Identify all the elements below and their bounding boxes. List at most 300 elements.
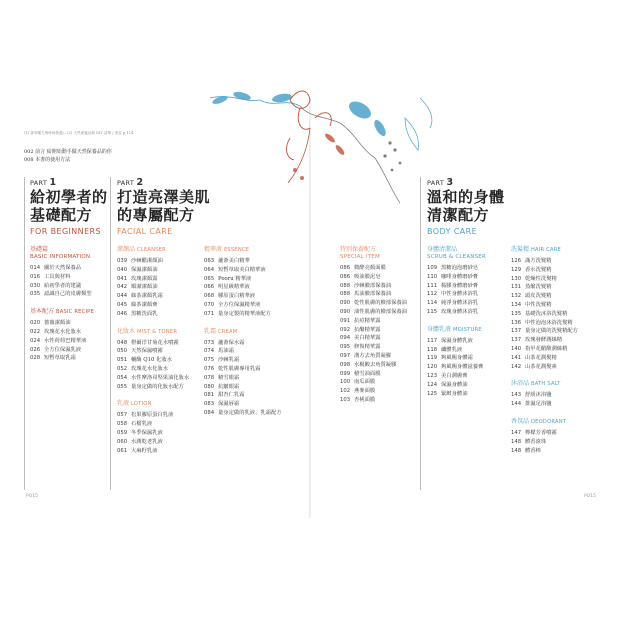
entry-title: 馬油臉部保養油 — [354, 291, 392, 298]
page-number: 088 — [340, 282, 351, 289]
entry-title: 認識自己的皮膚類型 — [44, 291, 92, 298]
entry-title: 積雪油面膜 — [354, 370, 381, 377]
page-number: 070 — [204, 301, 215, 308]
section-heading — [427, 244, 486, 260]
toc-entry[interactable] — [117, 257, 189, 266]
page-number: 130 — [511, 275, 522, 282]
page-number: 131 — [511, 284, 522, 291]
toc-entry[interactable] — [511, 363, 578, 372]
page-number: 052 — [117, 365, 128, 372]
intro-list — [24, 148, 112, 164]
entry-title: 沙棘醋潔顏油 — [131, 258, 163, 264]
page-number: 058 — [117, 421, 128, 428]
page-number: 055 — [117, 383, 128, 390]
page-number: 090 — [340, 300, 351, 307]
entry-title: 黑糖洗面乳 — [131, 310, 158, 317]
page-number: 030 — [30, 282, 41, 289]
toc-entry[interactable] — [511, 283, 578, 292]
page-folio-left: PO15 — [26, 494, 38, 499]
page-number: 112 — [427, 291, 438, 298]
part-label-text: PART — [427, 179, 445, 187]
part-title-line: 給初學者的 — [30, 188, 108, 206]
entry-title: 山茶花潤髮素 — [525, 363, 557, 370]
toc-entry[interactable] — [427, 299, 486, 308]
toc-entry[interactable] — [340, 299, 407, 308]
section-item-list — [204, 339, 282, 418]
entry-title: 水潤乾老乳液 — [131, 438, 163, 445]
part-english-title: FOR BEGINNERS — [30, 227, 101, 236]
page-number: 102 — [340, 388, 351, 395]
entry-title: 全方位保濕乳液 — [44, 346, 82, 353]
toc-entry[interactable] — [511, 391, 578, 400]
toc-entry[interactable] — [204, 283, 282, 292]
page-number: 088 — [340, 291, 351, 298]
entry-title: 保濕身體乳液 — [441, 337, 473, 344]
entry-title: 溝方去角質凝膠 — [354, 352, 392, 359]
entry-title: 燕麥面膜 — [354, 388, 376, 395]
floral-illustration — [190, 88, 450, 208]
toc-entry[interactable] — [511, 447, 578, 456]
toc-entry[interactable] — [30, 264, 94, 273]
entry-title: 天然保濕噴霧 — [131, 348, 163, 355]
toc-column — [30, 244, 94, 363]
page-number: 064 — [204, 266, 215, 273]
entry-title: 水性荷荷巴精華液 — [44, 337, 87, 344]
section-item-list — [204, 257, 282, 319]
toc-column — [340, 244, 407, 405]
toc-column — [117, 244, 189, 455]
toc-entry[interactable] — [204, 339, 282, 348]
toc-entry[interactable] — [427, 372, 486, 381]
toc-entry[interactable] — [204, 365, 282, 374]
entry-title: 沙棘乳霜 — [218, 357, 240, 364]
page-number: 143 — [511, 392, 522, 399]
entry-title: 關於天然保養品 — [44, 265, 82, 271]
page-number: 051 — [117, 357, 128, 364]
entry-title: 量身定做的化妝水配方 — [131, 383, 184, 390]
toc-entry[interactable] — [427, 308, 486, 317]
toc-entry[interactable] — [511, 438, 578, 447]
section-heading — [511, 416, 578, 425]
page-folio-right: PO15 — [584, 494, 596, 499]
entry-title: 保濕唇霜 — [218, 401, 240, 408]
entry-title: 保濕潔顏油 — [131, 266, 158, 273]
entry-title: 短暫草取美白精華液 — [218, 266, 266, 273]
toc-entry[interactable] — [511, 327, 578, 336]
toc-entry[interactable] — [427, 264, 486, 273]
toc-entry[interactable] — [511, 257, 578, 266]
toc-entry[interactable] — [30, 346, 94, 355]
toc-column — [427, 244, 486, 398]
section-heading — [117, 398, 189, 407]
entry-title: 水性摩洛哥堅果油化妝水 — [131, 374, 190, 381]
page-number: 073 — [204, 339, 215, 346]
page-number: 144 — [511, 401, 522, 408]
page-number: 111 — [427, 282, 438, 289]
part-english-title: BODY CARE — [427, 227, 478, 236]
page-number: 022 — [30, 328, 41, 335]
entry-title: 美白精華露 — [354, 335, 381, 342]
page-number: 140 — [511, 345, 522, 352]
entry-title: 乾燥性洗髮精 — [525, 275, 557, 282]
entry-title: 給初學者的建議 — [44, 282, 82, 289]
section-item-list — [511, 429, 578, 455]
toc-entry[interactable] — [427, 363, 486, 372]
toc-entry[interactable] — [511, 336, 578, 345]
toc-entry[interactable] — [427, 346, 486, 355]
toc-entry[interactable] — [427, 290, 486, 299]
page-number: 057 — [117, 412, 128, 419]
section-item-list — [511, 391, 578, 409]
entry-title: 杏桃面膜 — [354, 396, 376, 403]
page-number: 103 — [340, 396, 351, 403]
toc-entry[interactable] — [204, 374, 282, 383]
entry-title: 抗醣精華露 — [354, 326, 381, 333]
entry-title: 蘆薈美白精華 — [218, 258, 250, 264]
page-number: 080 — [204, 383, 215, 390]
page-number: 046 — [117, 310, 128, 317]
toc-entry[interactable] — [340, 387, 407, 396]
toc-entry[interactable] — [117, 374, 189, 383]
entry-title: 玫瑰潔顏露 — [131, 275, 158, 282]
entry-title: 檸檬芳香噴霧 — [525, 429, 557, 436]
section-heading — [30, 244, 94, 260]
page-number: 117 — [427, 337, 438, 344]
toc-entry[interactable] — [204, 383, 282, 392]
section-title: 洗髮精 — [511, 246, 530, 253]
entry-title: 玫瑰發酵潤絲精 — [525, 337, 563, 344]
toc-entry[interactable] — [117, 383, 189, 392]
section-item-list — [30, 264, 94, 299]
entry-title: 量身定做的洗髮精配方 — [525, 328, 578, 335]
page-number: 125 — [427, 390, 438, 397]
toc-entry[interactable] — [511, 292, 578, 301]
section-heading — [511, 244, 578, 253]
section-title: 乳液 — [117, 400, 130, 408]
part-heading — [427, 177, 505, 236]
toc-entry[interactable] — [511, 266, 578, 275]
page-number: 071 — [204, 310, 215, 317]
section-heading — [204, 244, 282, 253]
part-divider — [420, 177, 421, 490]
toc-entry[interactable] — [204, 356, 282, 365]
section-english: BASIC INFORMATION — [30, 254, 91, 260]
entry-title: 水楊酸去角質凝膠 — [354, 361, 397, 368]
toc-entry[interactable] — [427, 390, 486, 399]
section-item-list — [511, 257, 578, 371]
page-number: 054 — [117, 374, 128, 381]
toc-entry[interactable] — [117, 438, 189, 447]
part-title-line: 打造亮澤美肌 — [117, 188, 211, 206]
page-number: 059 — [117, 429, 128, 436]
page-number: 109 — [427, 265, 438, 271]
part-title-line: 的專屬配方 — [117, 206, 195, 224]
entry-title: 咖啡身體磨砂膏 — [441, 273, 479, 280]
page-number: 050 — [117, 348, 128, 355]
page-number: 063 — [204, 258, 215, 264]
entry-title: 玫瑰身體沐浴乳 — [441, 308, 479, 315]
toc-entry[interactable] — [511, 275, 578, 284]
page-number: 124 — [427, 381, 438, 388]
toc-entry[interactable] — [340, 378, 407, 387]
entry-title: 山茶花潤髮精 — [525, 354, 557, 361]
section-heading — [117, 326, 189, 335]
entry-title: 吸油膜泥皂 — [354, 273, 381, 280]
entry-title: 舒緩沐浴鹽 — [525, 392, 552, 399]
entry-title: Pooru 精華液 — [218, 275, 252, 282]
entry-title: 黑糖泡泡磨砂皂 — [441, 265, 479, 271]
entry-title: 工具與材料 — [44, 273, 71, 280]
part-label — [30, 177, 108, 188]
toc-entry[interactable] — [340, 326, 407, 335]
page-number: 120 — [427, 364, 438, 371]
entry-title: 抗痘精華露 — [354, 317, 381, 324]
toc-entry[interactable] — [340, 317, 407, 326]
toc-entry[interactable] — [511, 400, 578, 409]
toc-entry[interactable] — [340, 290, 407, 299]
section-title: 香氛品 — [511, 417, 530, 425]
section-title: 乳霜 — [204, 327, 217, 335]
page-number: 074 — [204, 348, 215, 355]
entry-title: 保濕身體油 — [441, 381, 468, 388]
section-heading — [117, 244, 189, 253]
page-number: 045 — [117, 301, 128, 308]
toc-entry[interactable] — [204, 391, 282, 400]
toc-entry[interactable] — [340, 361, 407, 370]
toc-entry[interactable] — [340, 370, 407, 379]
entry-title: 薔薇潔顏油 — [44, 320, 71, 327]
page-number: 126 — [511, 258, 522, 264]
section-english: ESSENCE — [223, 247, 250, 253]
section-heading — [30, 306, 94, 315]
entry-title: 積雪眼霜 — [218, 374, 240, 381]
toc-entry[interactable] — [204, 347, 282, 356]
toc-entry[interactable] — [427, 273, 486, 282]
entry-title: 全方位保濕精華液 — [218, 301, 261, 308]
toc-entry[interactable] — [117, 292, 189, 301]
entry-title: 蘆薈保水霜 — [218, 339, 245, 346]
toc-entry[interactable] — [340, 343, 407, 352]
section-title: 基本配方 — [30, 308, 55, 316]
toc-entry[interactable] — [511, 429, 578, 438]
entry-title: 中性洗髮精 — [525, 301, 552, 308]
page-number: 136 — [511, 319, 522, 326]
entry-title: 緊緻身體油 — [441, 390, 468, 397]
intro-item[interactable] — [24, 148, 112, 156]
entry-title: 體香棒 — [525, 447, 541, 454]
entry-title: 綠茶潔顏膏 — [131, 301, 158, 308]
page-number: 142 — [511, 363, 522, 370]
toc-entry[interactable] — [340, 396, 407, 405]
toc-entry[interactable] — [204, 409, 282, 418]
page-number: 041 — [117, 275, 128, 282]
toc-column — [204, 244, 282, 418]
page-number: 148 — [511, 438, 522, 445]
entry-title: 馬油霜 — [218, 348, 234, 355]
entry-title: 明星級精華液 — [218, 284, 250, 291]
page-number: 086 — [340, 273, 351, 280]
entry-title: 滿方洗髮精 — [525, 258, 552, 264]
part-number: 2 — [136, 177, 144, 188]
part-heading — [117, 177, 210, 236]
toc-entry[interactable] — [117, 301, 189, 310]
toc-entry[interactable] — [340, 352, 407, 361]
page-number: 134 — [511, 301, 522, 308]
toc-entry[interactable] — [340, 264, 407, 273]
toc-entry[interactable] — [427, 282, 486, 291]
entry-title: 微酵亮顏面膜 — [354, 265, 386, 271]
entry-title: 膠原蛋白精華液 — [218, 293, 256, 300]
page-number: 039 — [117, 258, 128, 264]
section-title: 化妝水 — [117, 327, 136, 335]
toc-entry[interactable] — [511, 301, 578, 310]
entry-title: 短暫草取乳霜 — [44, 355, 76, 362]
entry-title: 黏膠身體磨砂膏 — [441, 282, 479, 289]
entry-title: 綠茶潔顏乳霜 — [131, 293, 163, 300]
entry-title: 大麻籽乳液 — [131, 447, 158, 454]
entry-title: 量身定做的乳液、乳霜配方 — [218, 409, 282, 416]
page-number: 091 — [340, 317, 351, 324]
entry-title: 香水洗髮精 — [525, 266, 552, 273]
entry-title: 中性身體沐浴乳 — [441, 291, 479, 298]
toc-entry[interactable] — [30, 273, 94, 282]
toc-entry[interactable] — [30, 337, 94, 346]
toc-entry[interactable] — [204, 275, 282, 284]
toc-entry[interactable] — [427, 337, 486, 346]
page-number: 014 — [30, 265, 41, 271]
toc-entry[interactable] — [511, 319, 578, 328]
entry-title: 沙棘臉部保養油 — [354, 282, 392, 289]
toc-entry[interactable] — [204, 301, 282, 310]
entry-title: 油性肌膚的臉部保養油 — [354, 308, 407, 315]
part-label — [117, 177, 210, 188]
entry-title: 松果膠原蛋白乳液 — [131, 412, 174, 419]
part-divider — [110, 177, 111, 490]
toc-entry[interactable] — [340, 282, 407, 291]
toc-entry[interactable] — [117, 275, 189, 284]
toc-entry[interactable] — [117, 283, 189, 292]
section-heading — [204, 326, 282, 335]
page-number: 141 — [511, 354, 522, 361]
toc-entry[interactable] — [340, 308, 407, 317]
toc-entry[interactable] — [340, 334, 407, 343]
entry-title: 指甲花醋酸潤絲精 — [525, 345, 568, 352]
intro-title: 本書的使用方法 — [35, 157, 71, 163]
toc-entry[interactable] — [204, 266, 282, 275]
toc-entry[interactable] — [117, 310, 189, 319]
page-number: 048 — [117, 339, 128, 346]
section-title: 身體清潔品 — [427, 246, 458, 253]
part-heading — [30, 177, 108, 236]
section-item-list — [117, 339, 189, 392]
toc-entry[interactable] — [340, 273, 407, 282]
page-number: 094 — [340, 335, 351, 342]
part-divider — [24, 177, 25, 490]
toc-entry[interactable] — [204, 400, 282, 409]
toc-entry[interactable] — [204, 310, 282, 319]
section-title: 沐浴品 — [511, 380, 530, 388]
toc-entry[interactable] — [117, 339, 189, 348]
page-number: 060 — [117, 438, 128, 445]
toc-entry[interactable] — [30, 319, 94, 328]
page-number: 028 — [30, 355, 41, 362]
section-english: CLEANSER — [136, 247, 166, 253]
toc-entry[interactable] — [117, 447, 189, 456]
page-number: 147 — [511, 429, 522, 436]
section-heading — [511, 378, 578, 387]
toc-entry[interactable] — [117, 356, 189, 365]
toc-entry[interactable] — [511, 345, 578, 354]
toc-entry[interactable] — [117, 266, 189, 275]
page-number: 095 — [340, 344, 351, 351]
page-number: 044 — [117, 293, 128, 300]
entry-title: 美白潤膚膏 — [441, 372, 468, 379]
section-item-list — [427, 337, 486, 399]
toc-entry[interactable] — [30, 290, 94, 299]
toc-entry[interactable] — [511, 354, 578, 363]
section-heading — [427, 324, 486, 333]
entry-title: 量身定製的精華液配方 — [218, 310, 271, 317]
section-english: DEODORANT — [530, 418, 567, 425]
page-number: 097 — [340, 352, 351, 359]
page-number: 026 — [30, 346, 41, 353]
page-number: 137 — [511, 337, 522, 344]
toc-entry[interactable] — [30, 354, 94, 363]
entry-title: 修復精華露 — [354, 344, 381, 351]
toc-entry[interactable] — [117, 429, 189, 438]
part-english-title: FACIAL CARE — [117, 227, 173, 236]
toc-entry[interactable] — [204, 292, 282, 301]
page-number: 002 — [24, 149, 34, 155]
page-number: 092 — [340, 326, 351, 333]
page-number: 008 — [24, 157, 34, 163]
section-heading — [340, 244, 407, 260]
toc-entry[interactable] — [30, 328, 94, 337]
section-english: LOTION — [130, 401, 152, 408]
toc-entry[interactable] — [117, 420, 189, 429]
toc-entry[interactable] — [117, 411, 189, 420]
entry-title: 蒸餾洗髮精 — [525, 284, 552, 291]
toc-entry[interactable] — [117, 347, 189, 356]
page-number: 115 — [427, 308, 438, 315]
section-english: SCRUB & CLEANSER — [427, 254, 486, 260]
page-number: 090 — [340, 308, 351, 315]
entry-title: 輔酶 Q10 化妝水 — [131, 357, 172, 364]
page-number: 040 — [117, 266, 128, 273]
section-item-list — [340, 264, 407, 405]
page-number: 035 — [30, 291, 41, 298]
toc-column — [511, 244, 578, 455]
page-number: 084 — [204, 409, 215, 416]
section-item-list — [117, 257, 189, 319]
page-number: 132 — [511, 293, 522, 300]
toc-entry[interactable] — [427, 354, 486, 363]
page-number: 135 — [511, 310, 522, 317]
toc-entry[interactable] — [427, 381, 486, 390]
section-title: 特別保養配方 — [340, 246, 377, 253]
page-number: 118 — [427, 346, 438, 353]
page-number: 081 — [204, 392, 215, 399]
toc-entry[interactable] — [117, 365, 189, 374]
intro-title: 前言 給開始動手做天然保養品的你 — [35, 149, 112, 155]
intro-item[interactable] — [24, 156, 112, 164]
section-english: BATH SALT — [530, 381, 561, 388]
page-number: 078 — [204, 374, 215, 381]
toc-entry[interactable] — [204, 257, 282, 266]
entry-title: 基礎洗沐浴洗髮精 — [525, 310, 568, 317]
toc-entry[interactable] — [30, 282, 94, 291]
toc-entry[interactable] — [511, 310, 578, 319]
